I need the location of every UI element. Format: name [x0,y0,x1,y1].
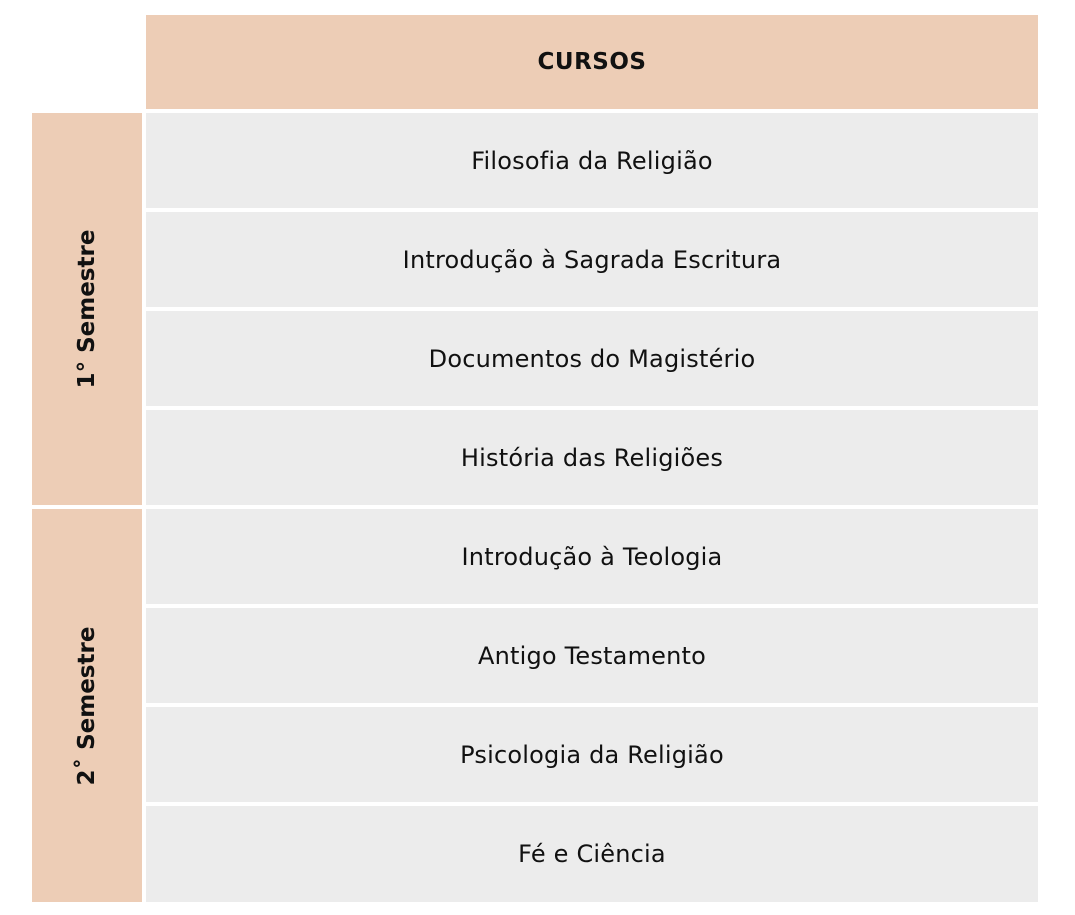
course-row [146,212,1038,307]
semester-2-label: 2˚ Semestre [74,626,100,785]
course-name: Fé e Ciência [518,840,666,868]
semester-1-label: 1° Semestre [74,229,100,389]
courses-header [146,15,1038,109]
course-name: Introdução à Sagrada Escritura [402,245,782,274]
course-row [146,410,1038,505]
course-row [146,509,1038,604]
course-name: Documentos do Magistério [428,344,756,373]
course-row [146,608,1038,703]
courses-header-title: CURSOS [537,49,647,75]
course-row [146,113,1038,208]
course-row [146,311,1038,406]
course-name: Antigo Testamento [477,641,707,670]
semester-2-cell [32,509,142,902]
course-name: Filosofia da Religião [471,146,713,175]
course-name: Introdução à Teologia [461,542,723,571]
course-name: Psicologia da Religião [460,740,724,769]
course-row [146,707,1038,802]
semester-1-cell [32,113,142,505]
course-row [146,806,1038,902]
course-name: História das Religiões [460,443,724,472]
